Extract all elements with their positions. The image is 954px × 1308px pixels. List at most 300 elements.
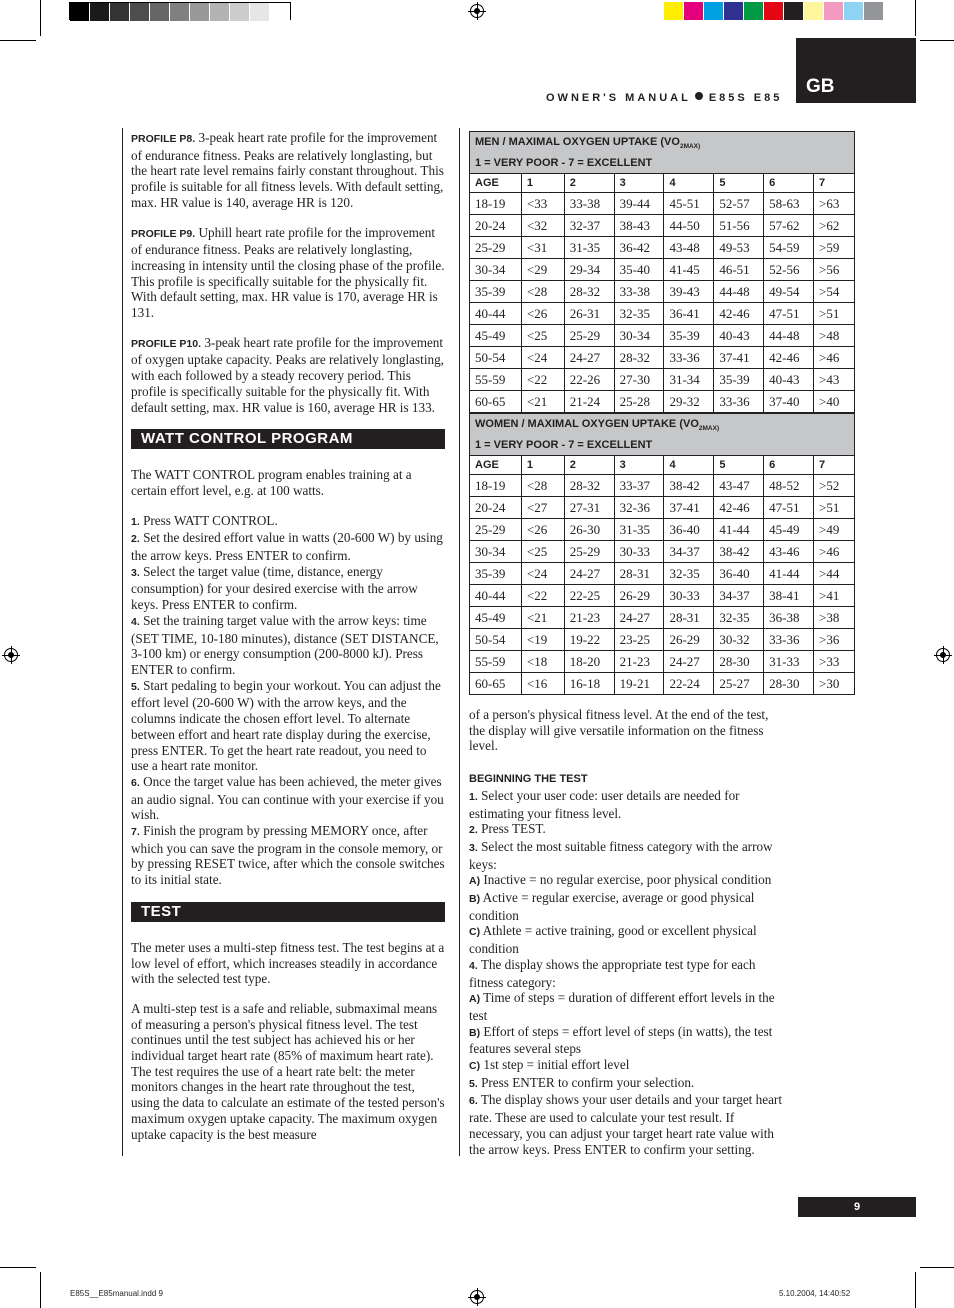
color-swatch [844,2,864,20]
age-cell: 50-54 [470,347,522,369]
color-swatch [764,2,784,20]
table-cell: 30-34 [614,325,664,347]
step-text: The display shows your user details and your target heart rate. These are used to calculate your test result. If necessary, you can adjust your target heart rate value with the arrow keys. Press ENTER to confirm your setting. [469,1092,782,1157]
grayscale-bar [69,2,291,20]
table-cell: 35-40 [614,259,664,281]
table-row [470,497,855,519]
table-row [470,563,855,585]
table-cell: 51-56 [714,215,764,237]
table-row [470,193,855,215]
table-cell: >52 [814,475,855,497]
table-cell: 47-51 [764,497,814,519]
color-swatch [864,2,884,20]
table-cell: 19-22 [564,629,614,651]
column-header: 4 [664,456,714,475]
table-cell: 26-30 [564,519,614,541]
color-swatch [110,3,130,21]
step-number: 1. [469,790,478,803]
table-cell: 38-42 [714,541,764,563]
table-title-subscript: 2MAX) [679,143,701,151]
step-item [131,823,445,888]
step-text: Start pedaling to begin your workout. You can adjust the effort level (20-600 W) with the arrow keys, and the columns indicate the chosen effort level. To alternate between effort and heart rate display during the exercise, press ENTER. To get the heart rate readout, you need to use a heart rate monitor. [131,677,441,774]
table-cell: 30-33 [614,541,664,563]
table-cell: 21-24 [564,391,614,413]
table-cell: 40-43 [764,369,814,391]
profile-p10: PROFILE P10. 3-peak heart rate profile for the improvement of oxygen uptake capacity. Peaks are relatively longlasting, with each followed by a steady recovery period. This profile is specifically suitable for the physically fit. With default setting, max. HR value is 160, average HR is 133. [131,334,444,415]
manual-label: OWNER'S MANUAL [546,92,691,104]
table-cell: <22 [521,585,564,607]
step-text: Once the target value has been achieved, the meter gives an audio signal. You can continue with your exercise if you wish. [131,773,444,823]
table-cell: 24-27 [614,607,664,629]
age-cell: 55-59 [470,369,522,391]
column-header: 2 [564,456,614,475]
step-item [469,1057,785,1075]
step-item [469,788,785,821]
table-cell: 35-39 [664,325,714,347]
table-cell: >46 [814,347,855,369]
color-swatch [804,2,824,20]
step-item [469,957,785,990]
table-cell: 26-29 [664,629,714,651]
table-cell: 32-35 [714,607,764,629]
color-swatch [230,3,250,21]
table-title-subscript: 2MAX) [698,425,720,433]
column-header: 5 [714,174,764,193]
age-cell: 50-54 [470,629,522,651]
watt-intro: The WATT CONTROL program enables training at a certain effort level, e.g. at 100 watts. [131,467,412,498]
table-row [470,673,855,695]
right-column [469,707,785,1157]
table-cell: <21 [521,607,564,629]
table-cell: >43 [814,369,855,391]
registration-mark-icon [470,1290,484,1304]
age-cell: 45-49 [470,607,522,629]
table-cell: 34-37 [714,585,764,607]
crop-mark [40,1272,41,1308]
table-cell: <31 [521,237,564,259]
table-cell: >46 [814,541,855,563]
color-swatch [664,2,684,20]
profile-p9: PROFILE P9. Uphill heart rate profile for the improvement of endurance fitness. Peaks are relatively longlasting, increasing in intensity until the closing phase of the profile. This profile is specifically suitable for the physically fit. With default setting, max. HR value is 170, average HR is 131. [131,224,445,321]
table-cell: <27 [521,497,564,519]
table-row [470,607,855,629]
table-cell: 52-56 [764,259,814,281]
table-cell: 30-33 [664,585,714,607]
bullet-icon [695,92,703,100]
table-cell: >33 [814,651,855,673]
table-cell: 43-48 [664,237,714,259]
table-cell: 43-47 [714,475,764,497]
step-item [469,1075,785,1093]
table-row [470,281,855,303]
step-item [131,564,445,613]
table-cell: 28-30 [714,651,764,673]
table-cell: 42-46 [714,303,764,325]
table-cell: 33-36 [714,391,764,413]
table-cell: 41-44 [764,563,814,585]
table-row [470,237,855,259]
crop-mark [915,0,916,36]
step-number: A) [469,875,481,888]
table-cell: 33-38 [614,281,664,303]
age-cell: 60-65 [470,673,522,695]
color-swatch [90,3,110,21]
step-item [469,839,785,872]
table-cell: 16-18 [564,673,614,695]
table-cell: 22-25 [564,585,614,607]
table-cell: 28-32 [614,347,664,369]
age-cell: 40-44 [470,585,522,607]
table-cell: 29-34 [564,259,614,281]
step-item [469,890,785,923]
table-cell: 39-44 [614,193,664,215]
step-item [131,513,445,531]
color-swatch [270,3,290,21]
table-cell: 30-32 [714,629,764,651]
table-cell: >48 [814,325,855,347]
table-row [470,585,855,607]
beginning-test-steps [469,788,785,1157]
table-cell: 31-33 [764,651,814,673]
table-cell: 19-21 [614,673,664,695]
table-cell: 46-51 [714,259,764,281]
table-cell: 33-36 [764,629,814,651]
table-cell: 32-37 [564,215,614,237]
step-text: Athlete = active training, good or excellent physical condition [469,923,757,957]
step-item [469,821,785,839]
table-row [470,215,855,237]
table-cell: 26-29 [614,585,664,607]
step-text: Press ENTER to confirm your selection. [477,1074,695,1090]
column-header: 3 [614,456,664,475]
step-item [469,1092,785,1157]
color-swatch [150,3,170,21]
table-cell: 42-46 [714,497,764,519]
table-cell: >44 [814,563,855,585]
table-cell: 38-43 [614,215,664,237]
table-cell: 25-27 [714,673,764,695]
registration-mark-icon [936,648,950,662]
table-cell: 45-49 [764,519,814,541]
age-cell: 20-24 [470,497,522,519]
men-oxygen-table [469,131,855,413]
color-swatch [824,2,844,20]
table-cell: 32-35 [664,563,714,585]
color-swatch [684,2,704,20]
age-cell: 25-29 [470,519,522,541]
table-cell: >59 [814,237,855,259]
table-title [470,414,855,456]
color-swatch [170,3,190,21]
table-header-row [470,456,855,475]
table-cell: 37-41 [664,497,714,519]
step-text: 1st step = initial effort level [480,1057,630,1073]
step-number: 5. [469,1077,478,1090]
table-row [470,651,855,673]
step-text: Press WATT CONTROL. [139,512,278,528]
table-cell: 58-63 [764,193,814,215]
table-cell: >36 [814,629,855,651]
step-item [469,990,785,1023]
table-row [470,259,855,281]
step-number: B) [469,893,481,906]
table-cell: 36-41 [664,303,714,325]
table-cell: <18 [521,651,564,673]
column-header: 7 [814,174,855,193]
process-color-bar [664,2,884,20]
step-text: Finish the program by pressing MEMORY once, after which you can save the program in the console memory, or by pressing RESET twice, after which the console switches to its initial state. [131,823,445,888]
step-text: Set the training target value with the arrow keys: time (SET TIME, 10-180 minutes), distance (SET DISTANCE, 3-100 km) or energy consumption (200-8000 kJ). Press ENTER to confirm. [131,612,439,677]
step-number: C) [469,926,481,939]
table-cell: <19 [521,629,564,651]
table-cell: 44-48 [764,325,814,347]
table-cell: 49-53 [714,237,764,259]
table-cell: 22-24 [664,673,714,695]
table-cell: 28-30 [764,673,814,695]
step-number: 1. [131,515,140,528]
page-number: 9 [798,1197,916,1217]
step-item [131,530,445,563]
table-cell: 33-38 [564,193,614,215]
table-cell: 21-23 [614,651,664,673]
crop-mark [915,1272,916,1308]
step-number: 5. [131,680,140,693]
step-item [469,1024,785,1057]
table-row [470,325,855,347]
watt-control-heading: WATT CONTROL PROGRAM [131,429,445,449]
table-cell: 36-40 [714,563,764,585]
age-cell: 45-49 [470,325,522,347]
crop-mark [0,1267,36,1268]
table-cell: <26 [521,519,564,541]
table-cell: <24 [521,347,564,369]
table-cell: 26-31 [564,303,614,325]
running-header [546,92,782,104]
step-item [469,923,785,956]
continued-paragraph: of a person's physical fitness level. At the end of the test, the display will give versatile information on the fitness level. [469,707,769,754]
table-cell: 25-29 [564,325,614,347]
table-cell: 25-29 [564,541,614,563]
table-cell: <32 [521,215,564,237]
crop-mark [920,40,954,41]
table-cell: >62 [814,215,855,237]
color-swatch [704,2,724,20]
table-cell: >49 [814,519,855,541]
column-header: 3 [614,174,664,193]
table-cell: 38-42 [664,475,714,497]
table-cell: 35-39 [714,369,764,391]
step-number: 7. [131,826,140,839]
age-cell: 20-24 [470,215,522,237]
age-cell: 40-44 [470,303,522,325]
table-cell: 32-36 [614,497,664,519]
language-tab: GB [796,38,916,103]
step-number: 6. [131,776,140,789]
table-cell: 36-38 [764,607,814,629]
table-row [470,391,855,413]
step-number: 6. [469,1095,478,1108]
table-cell: >41 [814,585,855,607]
table-cell: 27-30 [614,369,664,391]
column-header: 6 [764,456,814,475]
step-text: Select the most suitable fitness category with the arrow keys: [469,838,773,872]
table-cell: 39-43 [664,281,714,303]
table-cell: >63 [814,193,855,215]
column-header: 2 [564,174,614,193]
step-number: B) [469,1026,481,1039]
table-cell: >54 [814,281,855,303]
step-text: Set the desired effort value in watts (20-600 W) by using the arrow keys. Press ENTER to confirm. [131,530,443,564]
table-cell: <16 [521,673,564,695]
age-cell: 18-19 [470,193,522,215]
column-header: 5 [714,456,764,475]
table-cell: <24 [521,563,564,585]
column-header: AGE [470,174,522,193]
test-paragraph: A multi-step test is a safe and reliable, submaximal means of measuring a person's physical fitness level. The test continues until the test subject has achieved his or her individual target heart rate (85% of maximum heart rate). The test requires the use of a heart rate belt: the meter monitors changes in the heart rate throughout the test, using the data to calculate an estimate of the tested person's maximum oxygen uptake capacity. The maximum oxygen uptake capacity is the best measure [131,1000,445,1142]
table-cell: 28-32 [564,475,614,497]
table-title [470,132,855,174]
file-slug: E85S__E85manual.indd 9 [70,1289,163,1298]
test-paragraph: The meter uses a multi-step fitness test. The test begins at a low level of effort, which increases steadily in accordance with the selected test type. [131,939,445,987]
table-cell: 21-23 [564,607,614,629]
table-header-row [470,174,855,193]
table-row [470,519,855,541]
left-column [131,130,445,1156]
age-cell: 35-39 [470,563,522,585]
table-cell: <25 [521,541,564,563]
step-number: C) [469,1060,481,1073]
step-number: 4. [131,615,140,628]
table-row [470,475,855,497]
step-number: 4. [469,959,478,972]
column-header: 1 [521,456,564,475]
table-cell: >30 [814,673,855,695]
table-cell: 57-62 [764,215,814,237]
table-cell: 54-59 [764,237,814,259]
column-rule [459,128,460,1156]
table-cell: 48-52 [764,475,814,497]
watt-steps-list [131,513,445,888]
age-cell: 30-34 [470,259,522,281]
age-cell: 35-39 [470,281,522,303]
crop-mark [920,1267,954,1268]
table-scale: 1 = VERY POOR - 7 = EXCELLENT [475,439,653,452]
table-cell: 34-37 [664,541,714,563]
table-row [470,629,855,651]
column-header: 6 [764,174,814,193]
table-scale: 1 = VERY POOR - 7 = EXCELLENT [475,157,653,170]
date-slug: 5.10.2004, 14:40:52 [779,1289,851,1298]
table-cell: 29-32 [664,391,714,413]
age-cell: 18-19 [470,475,522,497]
color-swatch [784,2,804,20]
table-cell: <28 [521,281,564,303]
column-header: 4 [664,174,714,193]
table-cell: <28 [521,475,564,497]
age-cell: 25-29 [470,237,522,259]
table-cell: 36-40 [664,519,714,541]
registration-mark-icon [470,4,484,18]
table-cell: 31-34 [664,369,714,391]
step-number: 3. [469,841,478,854]
step-text: The display shows the appropriate test type for each fitness category: [469,956,756,990]
table-cell: 44-48 [714,281,764,303]
step-item [131,613,445,678]
table-row [470,541,855,563]
color-swatch [190,3,210,21]
table-cell: 47-51 [764,303,814,325]
step-number: 3. [131,566,140,579]
table-cell: 18-20 [564,651,614,673]
table-cell: >51 [814,303,855,325]
table-cell: 27-31 [564,497,614,519]
table-cell: 41-45 [664,259,714,281]
table-cell: 31-35 [564,237,614,259]
color-swatch [744,2,764,20]
age-cell: 60-65 [470,391,522,413]
beginning-test-heading: BEGINNING THE TEST [469,773,588,786]
table-cell: <21 [521,391,564,413]
model-names: E85S E85 [708,92,783,104]
step-number: 2. [469,824,478,837]
women-oxygen-table [469,413,855,695]
step-text: Select your user code: user details are needed for estimating your fitness level. [469,787,740,821]
table-cell: 33-37 [614,475,664,497]
table-cell: 37-41 [714,347,764,369]
table-cell: 24-27 [664,651,714,673]
table-cell: 28-31 [614,563,664,585]
step-number: A) [469,993,481,1006]
table-cell: 49-54 [764,281,814,303]
step-item [131,774,445,823]
table-cell: 42-46 [764,347,814,369]
table-cell: 36-42 [614,237,664,259]
table-cell: <25 [521,325,564,347]
crop-mark [0,40,36,41]
table-title-text: WOMEN / MAXIMAL OXYGEN UPTAKE (VO [475,417,699,430]
table-cell: <29 [521,259,564,281]
column-header: 7 [814,456,855,475]
table-cell: 44-50 [664,215,714,237]
table-cell: >51 [814,497,855,519]
table-title-text: MEN / MAXIMAL OXYGEN UPTAKE (VO [475,135,680,148]
color-swatch [250,3,270,21]
table-cell: <22 [521,369,564,391]
table-cell: 23-25 [614,629,664,651]
table-cell: 31-35 [614,519,664,541]
table-cell: 45-51 [664,193,714,215]
table-cell: 41-44 [714,519,764,541]
color-swatch [210,3,230,21]
column-rule [122,128,123,1156]
color-swatch [130,3,150,21]
step-text: Time of steps = duration of different effort levels in the test [469,990,775,1023]
table-cell: >38 [814,607,855,629]
table-cell: >56 [814,259,855,281]
table-cell: 28-32 [564,281,614,303]
table-cell: 37-40 [764,391,814,413]
table-cell: 32-35 [614,303,664,325]
table-row [470,369,855,391]
color-swatch [724,2,744,20]
table-cell: 25-28 [614,391,664,413]
table-cell: <26 [521,303,564,325]
step-item [131,678,445,774]
table-cell: <33 [521,193,564,215]
table-row [470,303,855,325]
step-text: Select the target value (time, distance, energy consumption) for your desired exercise with the arrow keys. Press ENTER to confirm. [131,563,418,613]
step-item [469,872,785,890]
